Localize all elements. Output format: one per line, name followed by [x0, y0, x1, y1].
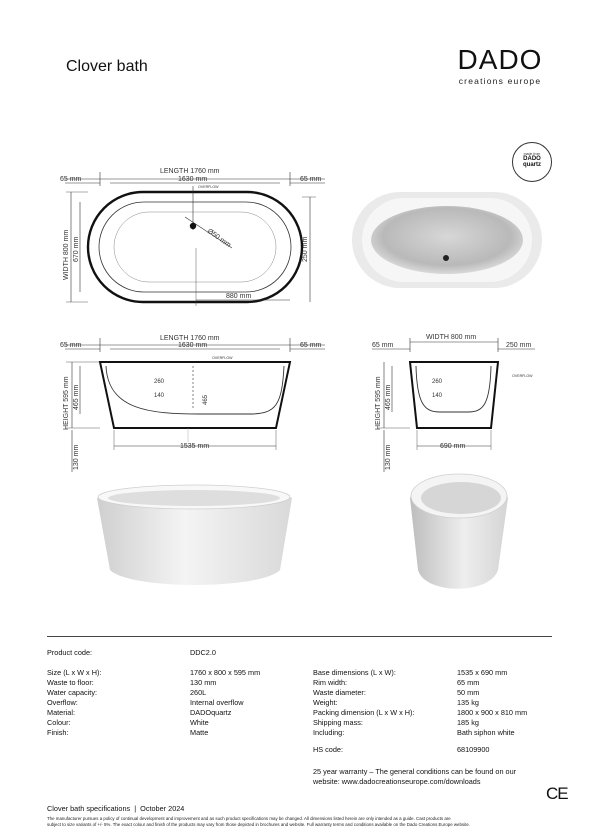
plan-rim-left: 65 mm: [60, 176, 82, 183]
side-view: [65, 338, 325, 472]
spec-label: Finish:: [47, 728, 69, 737]
side-dim-465: 465: [203, 394, 209, 405]
side-inner-height: 465 mm: [73, 384, 80, 410]
product-code-label: Product code:: [47, 648, 93, 657]
end-labels: [372, 334, 533, 470]
spec-value: Internal overflow: [190, 698, 244, 707]
spec-value: DADOquartz: [190, 708, 232, 717]
side-base-length: 1535 mm: [180, 443, 210, 450]
side-dim-140: 140: [154, 393, 165, 399]
plan-inner-width: 670 mm: [73, 236, 80, 262]
product-code-value: DDC2.0: [190, 648, 216, 657]
spec-value: Bath siphon white: [457, 728, 515, 737]
end-base-width: 690 mm: [440, 443, 466, 450]
spec-value: White: [190, 718, 209, 727]
spec-value: 130 mm: [190, 678, 217, 687]
end-right: 250 mm: [506, 342, 532, 349]
spec-label: Packing dimension (L x W x H):: [313, 708, 415, 717]
bath-end-photo: [410, 474, 508, 589]
spec-value: 260L: [190, 688, 207, 697]
spec-value: 65 mm: [457, 678, 480, 687]
logo-sub-text: creations europe: [458, 76, 542, 86]
spec-label: Colour:: [47, 718, 71, 727]
spec-label: Waste diameter:: [313, 688, 366, 697]
spec-label: Overflow:: [47, 698, 78, 707]
spec-value: 1535 x 690 mm: [457, 668, 508, 677]
plan-waste-offset: 880 mm: [226, 293, 252, 300]
end-overflow: OVERFLOW: [512, 374, 533, 378]
side-length-label: LENGTH 1760 mm: [160, 335, 220, 342]
badge-line2: DADO: [523, 156, 541, 162]
spec-label: Shipping mass:: [313, 718, 363, 727]
page-title: Clover bath: [66, 58, 148, 75]
bath-side-photo: [97, 485, 292, 585]
side-floor: 130 mm: [73, 444, 80, 470]
side-inner-length: 1630 mm: [178, 342, 208, 349]
side-rim-right: 65 mm: [300, 342, 322, 349]
side-overflow: OVERFLOW: [212, 356, 233, 360]
spec-value: 135 kg: [457, 698, 479, 707]
logo-main-text: DADO: [457, 44, 543, 75]
warranty-line2: website: www.dadocreationseurope.com/downloads: [313, 777, 481, 786]
plan-height-side: 250 mm: [302, 236, 309, 262]
plan-overflow: OVERFLOW: [198, 185, 219, 189]
hs-code-label: HS code:: [313, 745, 344, 754]
spec-label: Waste to floor:: [47, 678, 94, 687]
side-rim-left: 65 mm: [60, 342, 82, 349]
spec-label: Rim width:: [313, 678, 348, 687]
end-inner-height: 465 mm: [385, 384, 392, 410]
warranty-text: [313, 767, 553, 787]
end-width-label: WIDTH 800 mm: [426, 334, 477, 341]
spec-label: Weight:: [313, 698, 338, 707]
plan-rim-right: 65 mm: [300, 176, 322, 183]
end-rim: 65 mm: [372, 342, 394, 349]
bath-top-photo: [352, 192, 542, 288]
plan-inner-length: 1630 mm: [178, 176, 208, 183]
end-view: [372, 338, 535, 472]
spec-left-labels: [47, 668, 101, 738]
spec-right-labels: [313, 668, 415, 738]
spec-value: 185 kg: [457, 718, 479, 727]
hs-code-value: 68109900: [457, 745, 490, 754]
spec-value: 1760 x 800 x 595 mm: [190, 668, 261, 677]
footer-doc-title: Clover bath specifications | October 2024: [47, 804, 185, 813]
side-dim-260: 260: [154, 379, 165, 385]
end-dim-140: 140: [432, 393, 443, 399]
spec-value: 1800 x 900 x 810 mm: [457, 708, 528, 717]
disclaimer-line1: The manufacturer pursues a policy of continual development and improvement and as such product specifications may be changed. All dimensions listed herein are only intended as a guide. Cast products are: [47, 816, 451, 821]
spec-right-values: [457, 668, 527, 738]
badge-line1: made from: [523, 152, 541, 156]
end-floor: 130 mm: [385, 444, 392, 470]
plan-view: [65, 172, 325, 306]
spec-label: Material:: [47, 708, 75, 717]
plan-length-label: LENGTH 1760 mm: [160, 168, 220, 175]
plan-diameter: Ø50 mm: [205, 227, 232, 250]
disclaimer-line2: subject to size variants of +/- 5%. The exact colour and finish of the products may vary from those depicted in brochures and website. Full warranty terms and conditions available on the Dado Creations Europe website.: [47, 822, 470, 827]
spec-value: Matte: [190, 728, 209, 737]
footer-disclaimer: [47, 816, 587, 828]
spec-label: Base dimensions (L x W):: [313, 668, 396, 677]
plan-width-label: WIDTH 800 mm: [63, 229, 70, 280]
spec-divider: [47, 636, 552, 637]
spec-label: Water capacity:: [47, 688, 98, 697]
spec-value: 50 mm: [457, 688, 480, 697]
side-height-label: HEIGHT 595 mm: [63, 376, 70, 430]
spec-label: Including:: [313, 728, 345, 737]
end-height-label: HEIGHT 595 mm: [375, 376, 382, 430]
warranty-line1: 25 year warranty – The general conditions can be found on our: [313, 767, 517, 776]
ce-mark-icon: CE: [546, 784, 568, 803]
end-dim-260: 260: [432, 379, 443, 385]
spec-label: Size (L x W x H):: [47, 668, 102, 677]
badge-line3: quartz: [523, 162, 541, 168]
spec-left-values: [190, 668, 260, 738]
